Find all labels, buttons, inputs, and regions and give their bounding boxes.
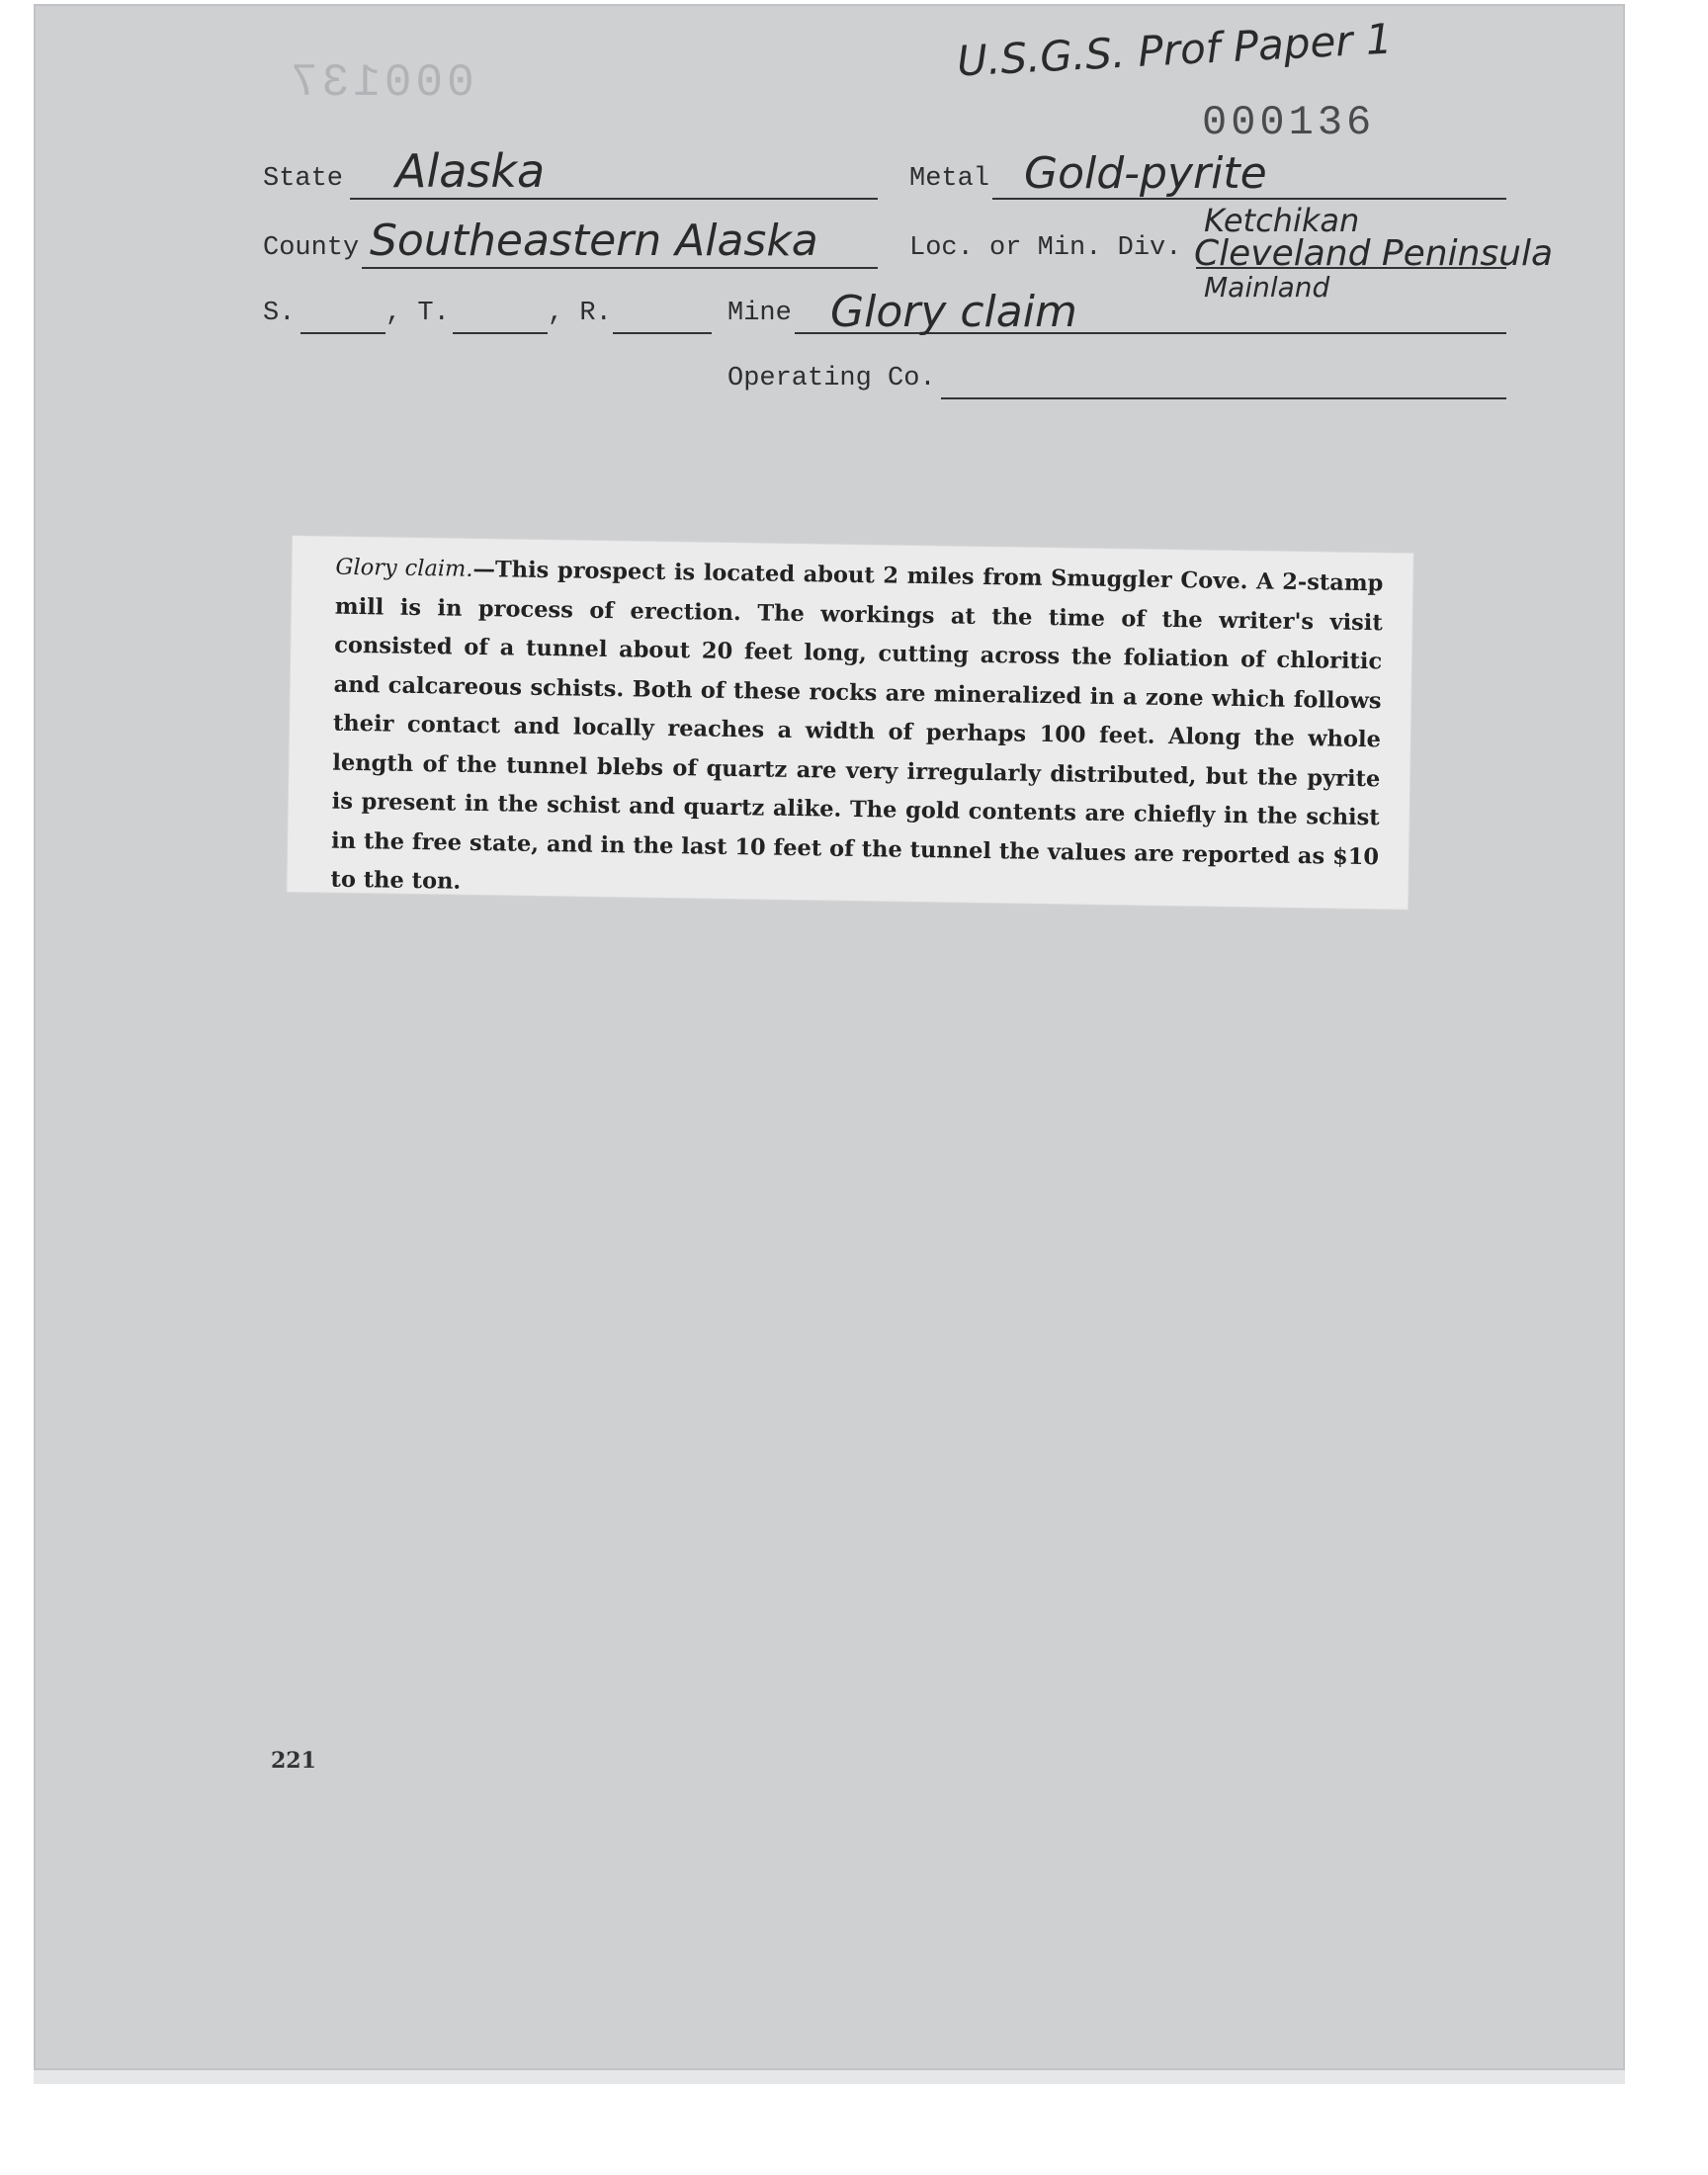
clipping-body: —This prospect is located about 2 miles from Smuggler Cove. A 2-stamp mill is in process of erection. The workings at the time of the writer's visit consisted of a tunnel about 20 feet long, cutting across the foliation of chloritic and calcareous schists. Both of these rocks are mineralized in a zone which follows their contact and locally reaches a width of perhaps 100 feet. Along the whole length of the tunnel blebs of quartz are very irregularly distributed, but the pyrite is present in the schist and quartz alike. The gold contents are chiefly in the schist in the free state, and in the last 10 feet of the tunnel the values are reported as $10 to the ton.: [330, 556, 1384, 895]
loc-label: Loc. or Min. Div.: [909, 233, 1182, 263]
loc-value-line3: Mainland: [1204, 271, 1330, 304]
state-line: [350, 198, 878, 200]
township-line: [453, 332, 548, 334]
loc-value-line1: Ketchikan: [1204, 202, 1360, 239]
section-label: S.: [263, 299, 296, 328]
handwritten-reference: U.S.G.S. Prof Paper 1: [956, 14, 1394, 86]
operating-co-line: [941, 397, 1506, 399]
page-number: 221: [271, 1748, 316, 1774]
county-line: [362, 267, 878, 269]
stamp-number: 000136: [1202, 99, 1376, 146]
range-line: [613, 332, 712, 334]
ghost-number: 000137: [287, 57, 474, 109]
card-bottom-edge: [34, 2070, 1625, 2084]
loc-value-line2: Cleveland Peninsula: [1194, 233, 1554, 274]
text-clipping: [287, 536, 1413, 910]
section-line: [300, 332, 385, 334]
range-label: , R.: [548, 299, 612, 328]
metal-label: Metal: [909, 164, 990, 194]
township-label: , T.: [385, 299, 450, 328]
county-value: Southeastern Alaska: [370, 216, 818, 266]
state-value: Alaska: [395, 144, 546, 198]
mine-label: Mine: [727, 299, 792, 328]
clipping-paragraph: [330, 549, 1383, 916]
metal-value: Gold-pyrite: [1024, 148, 1267, 199]
clipping-lead: Glory claim.: [335, 554, 473, 582]
mine-value: Glory claim: [830, 287, 1077, 337]
state-label: State: [263, 164, 344, 194]
county-label: County: [263, 233, 360, 263]
operating-co-label: Operating Co.: [727, 364, 936, 393]
